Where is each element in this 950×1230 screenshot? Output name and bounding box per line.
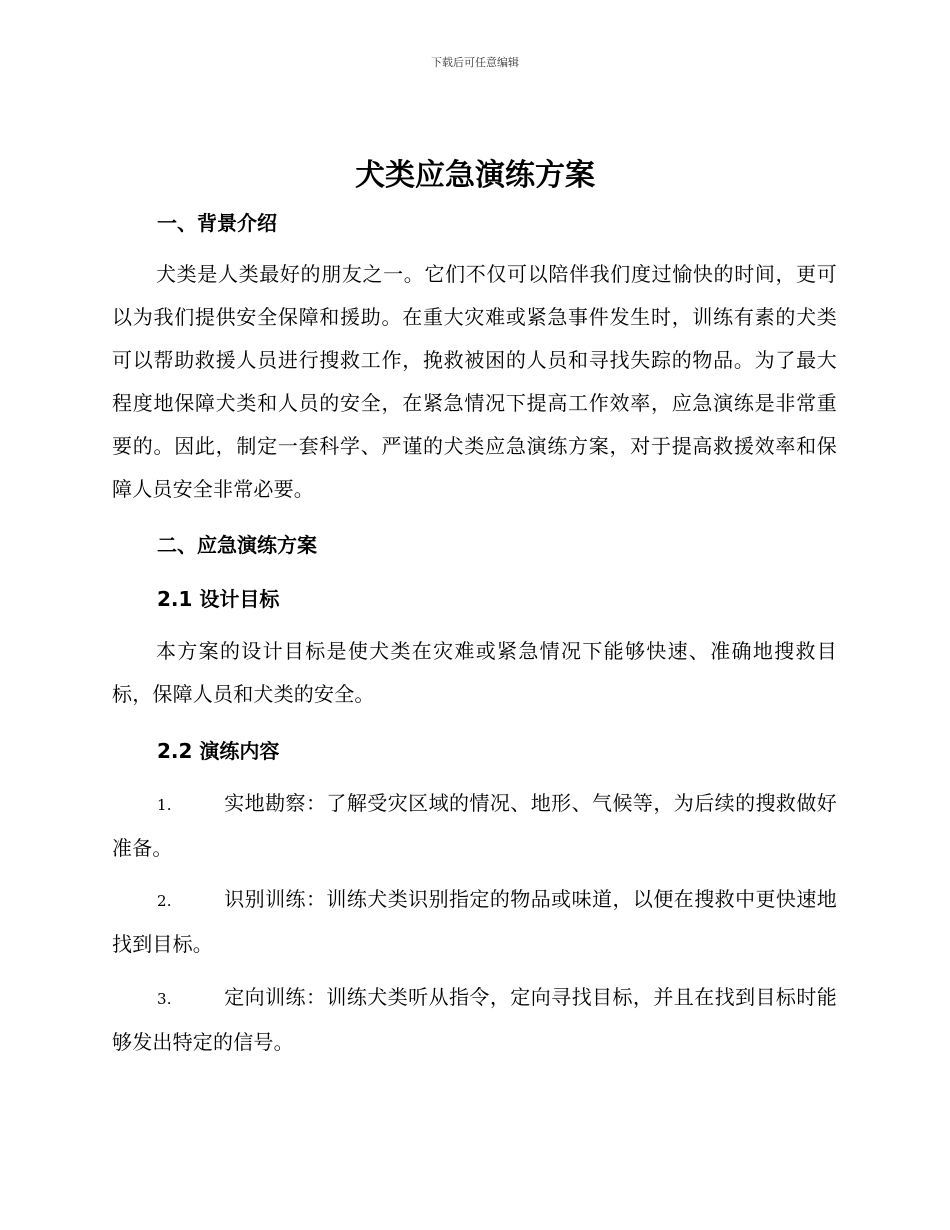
list-item-text: 识别训练：训练犬类识别指定的物品或味道，以便在搜救中更快速地找到目标。	[112, 887, 837, 956]
list-item	[112, 878, 837, 966]
document-title: 犬类应急演练方案	[355, 158, 595, 193]
subheading-goal: 2.1 设计目标	[157, 587, 280, 611]
list-item-text: 定向训练：训练犬类听从指令，定向寻找目标，并且在找到目标时能够发出特定的信号。	[112, 985, 837, 1054]
subheading-content: 2.2 演练内容	[157, 739, 280, 763]
list-item-number: 2.	[157, 892, 172, 910]
list-item-number: 3.	[157, 990, 172, 1008]
goal-paragraph: 本方案的设计目标是使犬类在灾难或紧急情况下能够快速、准确地搜救目标，保障人员和犬类的安全。	[112, 639, 837, 706]
section-heading-plan: 二、应急演练方案	[157, 533, 317, 557]
list-item-text: 实地勘察：了解受灾区域的情况、地形、气候等，为后续的搜救做好准备。	[112, 791, 837, 860]
list-item	[112, 976, 837, 1064]
header-note: 下载后可任意编辑	[431, 56, 519, 69]
section-heading-background: 一、背景介绍	[157, 211, 277, 235]
list-item-number: 1.	[157, 796, 172, 814]
list-item	[112, 782, 837, 870]
background-paragraph: 犬类是人类最好的朋友之一。它们不仅可以陪伴我们度过愉快的时间，更可以为我们提供安全保障和援助。在重大灾难或紧急事件发生时，训练有素的犬类可以帮助救援人员进行搜救工作，挽救被困的人员和寻找失踪的物品。为了最大程度地保障犬类和人员的安全，在紧急情况下提高工作效率，应急演练是非常重要的。因此，制定一套科学、严谨的犬类应急演练方案，对于提高救援效率和保障人员安全非常必要。	[112, 262, 837, 501]
